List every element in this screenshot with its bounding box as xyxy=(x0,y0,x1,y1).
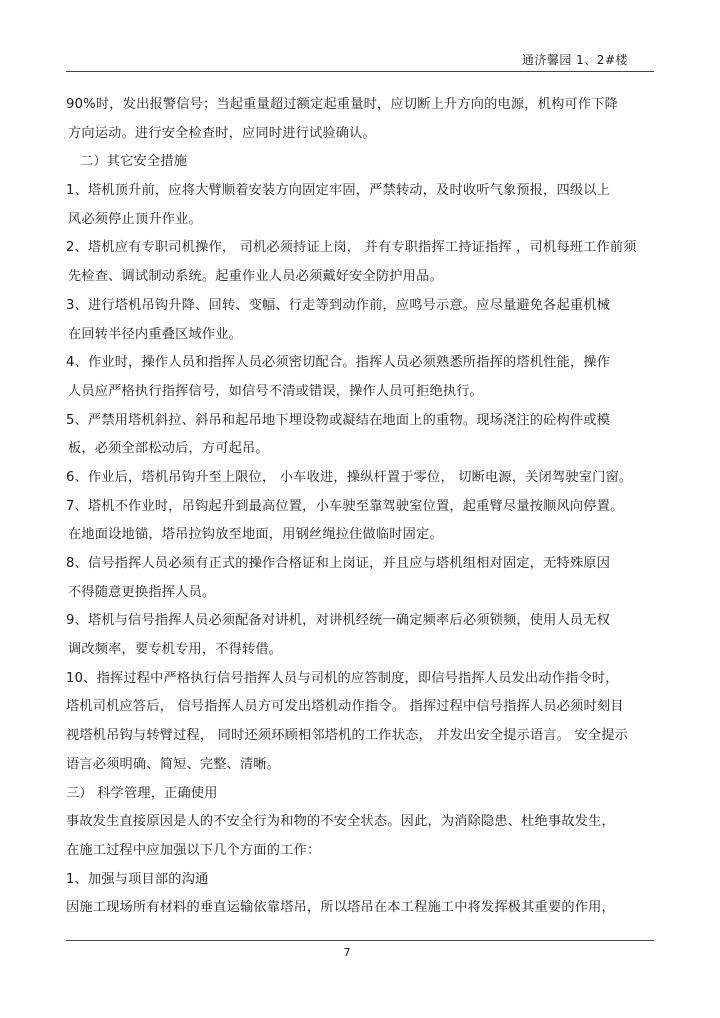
body-line: 人员应严格执行指挥信号，如信号不清或错误，操作人员可拒绝执行。 xyxy=(68,383,484,399)
document-body xyxy=(66,95,658,927)
subsection-heading: 1、加强与项目部的沟通 xyxy=(66,871,209,887)
body-line: 在回转半径内重叠区域作业。 xyxy=(68,326,243,342)
body-line: 4、作业时，操作人员和指挥人员必须密切配合。指挥人员必须熟悉所指挥的塔机性能，操作 xyxy=(66,355,611,371)
body-line: 视塔机吊钩与转臂过程， 同时还须环顾相邻塔机的工作状态， 并发出安全提示语言。 安全提示 xyxy=(66,728,629,744)
body-line: 10、指挥过程中严格执行信号指挥人员与司机的应答制度，即信号指挥人员发出动作指令时， xyxy=(66,670,619,686)
body-line: 塔机司机应答后， 信号指挥人员方可发出塔机动作指令。 指挥过程中信号指挥人员必须时刻目 xyxy=(66,699,624,715)
body-line: 1、塔机顶升前，应将大臂顺着安装方向固定牢固，严禁转动，及时收听气象预报，四级以上 xyxy=(66,183,611,199)
section-heading: 二）其它安全措施 xyxy=(80,154,188,170)
body-line: 因施工现场所有材料的垂直运输依靠塔吊，所以塔吊在本工程施工中将发挥极其重要的作用， xyxy=(66,900,615,916)
header-divider xyxy=(66,71,654,72)
section-heading: 三） 科学管理，正确使用 xyxy=(66,785,218,801)
body-line: 调改频率，要专机专用，不得转借。 xyxy=(68,642,283,658)
document-header-title: 通济馨园 1、2#楼 xyxy=(521,53,628,67)
body-line: 事故发生直接原因是人的不安全行为和物的不安全状态。因此，为消除隐患、杜绝事故发生， xyxy=(66,814,615,830)
body-line: 3、进行塔机吊钩升降、回转、变幅、行走等到动作前，应鸣号示意。应尽量避免各起重机械 xyxy=(66,297,611,313)
body-line: 7、塔机不作业时，吊钩起升到最高位置，小车驶至靠驾驶室位置，起重臂尽量按顺风向停置。 xyxy=(66,498,624,514)
body-line: 2、塔机应有专职司机操作， 司机必须持证上岗， 并有专职指挥工持证指挥 ，司机每班工作前须 xyxy=(66,240,637,256)
body-line: 不得随意更换指挥人员。 xyxy=(68,584,216,600)
body-line: 风必须停止顶升作业。 xyxy=(68,211,202,227)
body-line: 8、信号指挥人员必须有正式的操作合格证和上岗证，并且应与塔机组相对固定，无特殊原因 xyxy=(66,556,611,571)
body-line: 语言必须明确、简短、完整、清晰。 xyxy=(66,756,281,772)
footer-divider xyxy=(66,940,654,941)
body-line: 90%时，发出报警信号；当起重量超过额定起重量时，应切断上升方向的电源，机构可作下降 xyxy=(66,97,619,112)
body-line: 6、作业后，塔机吊钩升至上限位， 小车收进，操纵杆置于零位， 切断电源，关闭驾驶室门窗。 xyxy=(66,469,633,485)
body-line: 板，必须全部松动后，方可起吊。 xyxy=(68,441,269,457)
body-line: 在地面设地锚，塔吊拉钩放至地面，用钢丝绳拉住做临时固定。 xyxy=(68,527,443,543)
body-line: 5、严禁用塔机斜拉、斜吊和起吊地下埋设物或凝结在地面上的重物。现场浇注的砼构件或模 xyxy=(66,412,611,428)
body-line: 9、塔机与信号指挥人员必须配备对讲机，对讲机经统一确定频率后必须锁频，使用人员无权 xyxy=(66,613,611,629)
body-line: 在施工过程中应加强以下几个方面的工作： xyxy=(66,842,321,858)
body-line: 先检查、调试制动系统。起重作业人员必须戴好安全防护用品。 xyxy=(68,269,443,285)
body-line: 方向运动。进行安全检查时，应同时进行试验确认。 xyxy=(68,125,376,141)
page-number: 7 xyxy=(343,946,351,959)
